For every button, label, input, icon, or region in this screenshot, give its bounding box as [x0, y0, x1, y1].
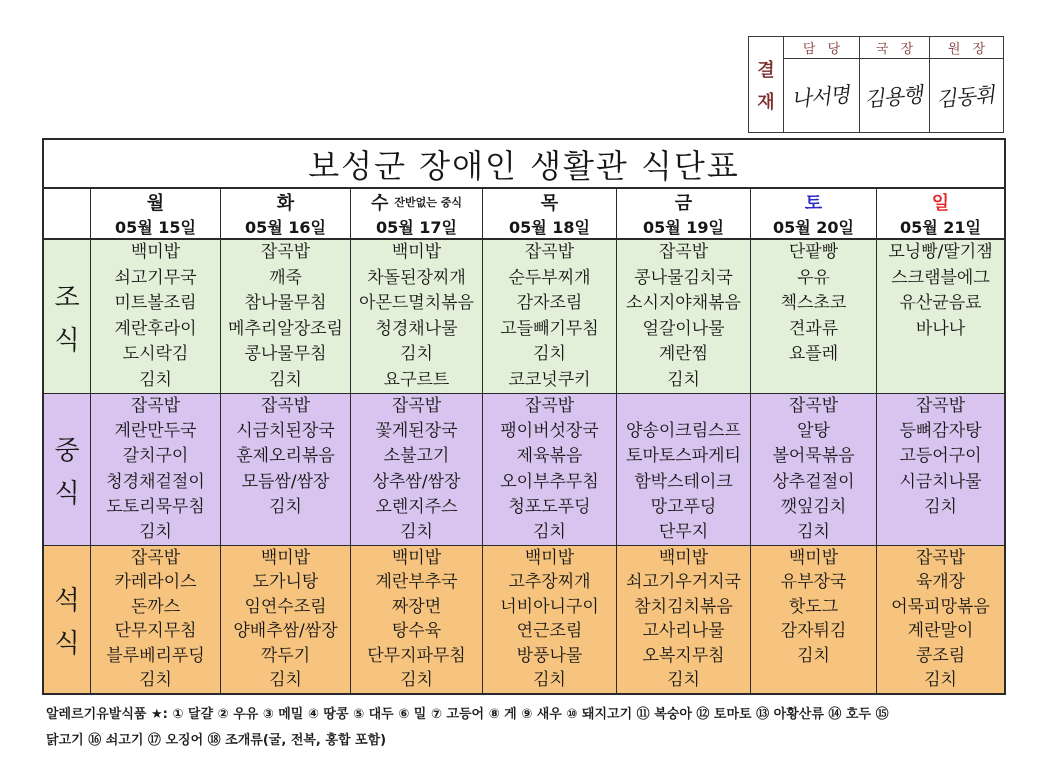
meal-label-char: 식	[54, 478, 80, 509]
menu-item: 유부장국	[780, 572, 847, 593]
day-date: 05월 16일	[244, 218, 326, 237]
day-header-tue	[221, 189, 350, 239]
day-header-thu	[483, 189, 616, 239]
menu-item: 잡곡밥	[788, 396, 839, 417]
menu-item: 고추장찌개	[508, 572, 591, 593]
menu-item: 계란만두국	[114, 421, 197, 442]
menu-item: 메추리알장조림	[228, 318, 343, 339]
menu-item: 김치	[139, 521, 172, 542]
menu-item: 소시지야채볶음	[626, 293, 741, 314]
menu-item: 얼갈이나물	[642, 318, 725, 339]
menu-item: 백미밥	[391, 547, 442, 568]
menu-item: 요플레	[788, 344, 839, 365]
dinner-menu-mon	[91, 546, 220, 693]
meal-label-breakfast	[44, 240, 90, 393]
menu-item: 고사리나물	[642, 621, 725, 642]
dinner-menu-wed	[351, 546, 482, 693]
breakfast-menu-sun	[877, 240, 1004, 393]
menu-item-empty	[877, 520, 1004, 545]
dinner-menu-sun	[877, 546, 1004, 693]
menu-item: 백미밥	[658, 547, 709, 568]
menu-item: 김치	[269, 496, 302, 517]
menu-item: 김치	[269, 369, 302, 390]
day-name-row	[221, 189, 350, 215]
menu-item: 참치김치볶음	[634, 596, 733, 617]
approval-role-director: 국 장	[860, 37, 929, 58]
menu-item: 청경채겉절이	[106, 471, 205, 492]
day-name-row	[91, 189, 220, 215]
menu-item: 오이부추무침	[500, 471, 599, 492]
menu-item: 양배추쌈/쌈장	[233, 621, 338, 642]
menu-item: 김치	[400, 521, 433, 542]
menu-item: 카레라이스	[114, 572, 197, 593]
approval-signature-cell	[860, 59, 929, 132]
lunch-menu-tue	[221, 394, 350, 545]
menu-item: 깍두기	[260, 645, 311, 666]
breakfast-menu-thu	[483, 240, 616, 393]
menu-item: 백미밥	[391, 242, 442, 263]
menu-item: 시금치나물	[899, 471, 982, 492]
menu-table	[42, 138, 1006, 695]
day-header-sun	[877, 189, 1004, 239]
menu-item: 미트볼조림	[114, 293, 197, 314]
menu-item: 차돌된장찌개	[367, 267, 466, 288]
dinner-menu-fri	[617, 546, 750, 693]
menu-item: 잡곡밥	[260, 396, 311, 417]
menu-item: 고등어구이	[899, 446, 982, 467]
menu-item: 김치	[139, 670, 172, 691]
menu-item: 견과류	[788, 318, 839, 339]
menu-item: 잡곡밥	[915, 396, 966, 417]
menu-item: 짜장면	[391, 596, 442, 617]
lunch-menu-mon	[91, 394, 220, 545]
day-date: 05월 18일	[508, 218, 590, 237]
menu-item: 팽이버섯장국	[500, 421, 599, 442]
meal-label-char: 식	[54, 628, 80, 659]
day-name-row	[483, 189, 616, 215]
meal-label-dinner	[44, 546, 90, 693]
menu-item: 순두부찌개	[508, 267, 591, 288]
menu-item: 잡곡밥	[915, 547, 966, 568]
page-title: 보성군 장애인 생활관 식단표	[44, 140, 1004, 188]
breakfast-menu-tue	[221, 240, 350, 393]
day-name-row	[351, 189, 482, 215]
menu-item: 바나나	[915, 318, 966, 339]
day-name: 토	[804, 193, 823, 214]
day-name-row	[751, 189, 876, 215]
menu-item-empty	[751, 669, 876, 694]
menu-item: 김치	[400, 670, 433, 691]
menu-item: 임연수조림	[244, 596, 327, 617]
menu-item: 깨죽	[269, 267, 302, 288]
day-date: 05월 21일	[899, 218, 981, 237]
signature-head: 김동휘	[936, 81, 997, 112]
menu-item: 김치	[533, 521, 566, 542]
meal-label-char: 석	[54, 585, 80, 616]
menu-item: 상추겉절이	[772, 471, 855, 492]
dinner-menu-thu	[483, 546, 616, 693]
menu-item: 잡곡밥	[130, 396, 181, 417]
menu-item: 스크램블에그	[891, 267, 990, 288]
approval-label	[749, 37, 783, 132]
menu-item: 볼어묵볶음	[772, 446, 855, 467]
menu-item: 계란찜	[658, 344, 709, 365]
day-name: 일	[931, 193, 950, 214]
menu-item: 단팥빵	[788, 242, 839, 263]
menu-item: 제육볶음	[516, 446, 583, 467]
menu-item: 김치	[533, 344, 566, 365]
day-date: 05월 17일	[375, 218, 457, 237]
menu-item: 김치	[533, 670, 566, 691]
menu-item: 함박스테이크	[634, 471, 733, 492]
day-header-fri	[617, 189, 750, 239]
day-header-mon	[91, 189, 220, 239]
menu-item: 오복지무침	[642, 645, 725, 666]
lunch-menu-fri	[617, 394, 750, 545]
menu-item: 너비아니구이	[500, 596, 599, 617]
day-note: 잔반없는 중식	[394, 196, 462, 209]
menu-item: 계란부추국	[375, 572, 458, 593]
menu-item: 알탕	[797, 421, 830, 442]
menu-item: 김치	[667, 369, 700, 390]
menu-item: 도가니탕	[252, 572, 319, 593]
menu-item: 모듬쌈/쌈장	[241, 471, 330, 492]
menu-item: 백미밥	[788, 547, 839, 568]
breakfast-menu-fri	[617, 240, 750, 393]
menu-item: 돈까스	[130, 596, 181, 617]
menu-item: 모닝빵/딸기잼	[888, 242, 993, 263]
menu-item: 감자조림	[516, 293, 583, 314]
day-name: 월	[146, 193, 165, 214]
menu-item: 훈제오리볶음	[236, 446, 335, 467]
menu-item: 단무지무침	[114, 621, 197, 642]
menu-item: 참나물무침	[244, 293, 327, 314]
menu-item: 김치	[797, 645, 830, 666]
menu-item: 김치	[139, 369, 172, 390]
day-header-wed	[351, 189, 482, 239]
menu-item: 콩나물무침	[244, 344, 327, 365]
approval-label-char: 결	[757, 59, 775, 81]
menu-item: 청포도푸딩	[508, 496, 591, 517]
dinner-menu-tue	[221, 546, 350, 693]
menu-item: 오렌지주스	[375, 496, 458, 517]
approval-role-manager: 담 당	[784, 37, 859, 58]
menu-item: 도시락김	[122, 344, 189, 365]
menu-item: 연근조림	[516, 621, 583, 642]
menu-item: 코코넛쿠키	[508, 369, 591, 390]
signature-manager: 나서명	[791, 81, 852, 112]
meal-label-char: 중	[54, 435, 80, 466]
menu-item: 단무지	[658, 521, 709, 542]
menu-item: 도토리묵무침	[106, 496, 205, 517]
approval-label-char: 재	[757, 91, 775, 113]
menu-item: 청경채나물	[375, 318, 458, 339]
menu-item: 우유	[797, 267, 830, 288]
menu-item: 고들빼기무침	[500, 318, 599, 339]
menu-item: 토마토스파게티	[626, 446, 741, 467]
menu-item: 망고푸딩	[650, 496, 717, 517]
menu-item: 백미밥	[524, 547, 575, 568]
meal-label-lunch	[44, 394, 90, 545]
menu-item: 방풍나물	[516, 645, 583, 666]
menu-item: 요구르트	[383, 369, 450, 390]
approval-role-head: 원 장	[930, 37, 1003, 58]
menu-item: 유산균음료	[899, 293, 982, 314]
day-name: 금	[674, 193, 693, 214]
menu-item: 등뼈감자탕	[899, 421, 982, 442]
menu-item: 아몬드멸치볶음	[359, 293, 474, 314]
day-name: 수	[371, 193, 389, 214]
menu-item: 백미밥	[260, 547, 311, 568]
menu-item: 콩나물김치국	[634, 267, 733, 288]
menu-item-empty	[877, 368, 1004, 394]
approval-signature-cell	[930, 59, 1003, 132]
allergy-note-line: 알레르기유발식품 ★: ① 달걀 ② 우유 ③ 메밀 ④ 땅콩 ⑤ 대두 ⑥ 밀 ⑦ 고등어 ⑧ 게 ⑨ 새우 ⑩ 돼지고기 ⑪ 복숭아 ⑫ 토마토 ⑬ 아황산류 ⑭ 호두 ⑮	[46, 707, 889, 722]
menu-item: 김치	[797, 521, 830, 542]
day-date: 05월 15일	[114, 218, 196, 237]
meal-label-char: 조	[54, 282, 80, 313]
menu-item-empty	[221, 520, 350, 545]
menu-item: 시금치된장국	[236, 421, 335, 442]
day-name: 화	[276, 193, 295, 214]
menu-item: 블루베리푸딩	[106, 645, 205, 666]
menu-item: 계란후라이	[114, 318, 197, 339]
corner-cell	[44, 189, 90, 239]
menu-item: 콩조림	[915, 645, 966, 666]
menu-item: 꽃게된장국	[375, 421, 458, 442]
lunch-menu-wed	[351, 394, 482, 545]
menu-item-empty	[617, 394, 750, 419]
menu-item: 잡곡밥	[260, 242, 311, 263]
menu-item: 육개장	[915, 572, 966, 593]
breakfast-menu-mon	[91, 240, 220, 393]
menu-item: 단무지파무침	[367, 645, 466, 666]
menu-item: 잡곡밥	[391, 396, 442, 417]
menu-item: 탕수육	[391, 621, 442, 642]
dinner-menu-sat	[751, 546, 876, 693]
menu-item: 김치	[667, 670, 700, 691]
menu-item: 핫도그	[788, 596, 839, 617]
menu-item: 백미밥	[130, 242, 181, 263]
menu-item: 깻잎김치	[780, 496, 847, 517]
menu-item: 김치	[924, 496, 957, 517]
menu-item: 잡곡밥	[658, 242, 709, 263]
lunch-menu-sun	[877, 394, 1004, 545]
menu-item: 김치	[924, 670, 957, 691]
menu-item: 계란말이	[907, 621, 974, 642]
day-header-sat	[751, 189, 876, 239]
menu-item: 김치	[400, 344, 433, 365]
day-name-row	[877, 189, 1004, 215]
day-name-row	[617, 189, 750, 215]
approval-signature-cell	[784, 59, 859, 132]
menu-item: 김치	[269, 670, 302, 691]
menu-item: 잡곡밥	[130, 547, 181, 568]
breakfast-menu-sat	[751, 240, 876, 393]
menu-item: 쇠고기무국	[114, 267, 197, 288]
signature-director: 김용행	[864, 81, 925, 112]
allergy-note-line: 닭고기 ⑯ 쇠고기 ⑰ 오징어 ⑱ 조개류(굴, 전복, 홍합 포함)	[46, 733, 387, 748]
menu-item: 잡곡밥	[524, 396, 575, 417]
approval-box	[748, 36, 1004, 133]
breakfast-menu-wed	[351, 240, 482, 393]
day-date: 05월 19일	[642, 218, 724, 237]
menu-item: 양송이크림스프	[626, 421, 741, 442]
menu-item: 감자튀김	[780, 621, 847, 642]
meal-label-char: 식	[54, 325, 80, 356]
menu-item: 잡곡밥	[524, 242, 575, 263]
menu-item: 쇠고기우거지국	[626, 572, 741, 593]
menu-item-empty	[751, 368, 876, 394]
lunch-menu-thu	[483, 394, 616, 545]
day-date: 05월 20일	[772, 218, 854, 237]
menu-item: 어묵피망볶음	[891, 596, 990, 617]
menu-item: 소불고기	[383, 446, 450, 467]
menu-item: 첵스초코	[780, 293, 847, 314]
menu-item: 상추쌈/쌈장	[372, 471, 461, 492]
lunch-menu-sat	[751, 394, 876, 545]
menu-item-empty	[877, 342, 1004, 368]
day-name: 목	[540, 193, 559, 214]
menu-item: 갈치구이	[122, 446, 189, 467]
